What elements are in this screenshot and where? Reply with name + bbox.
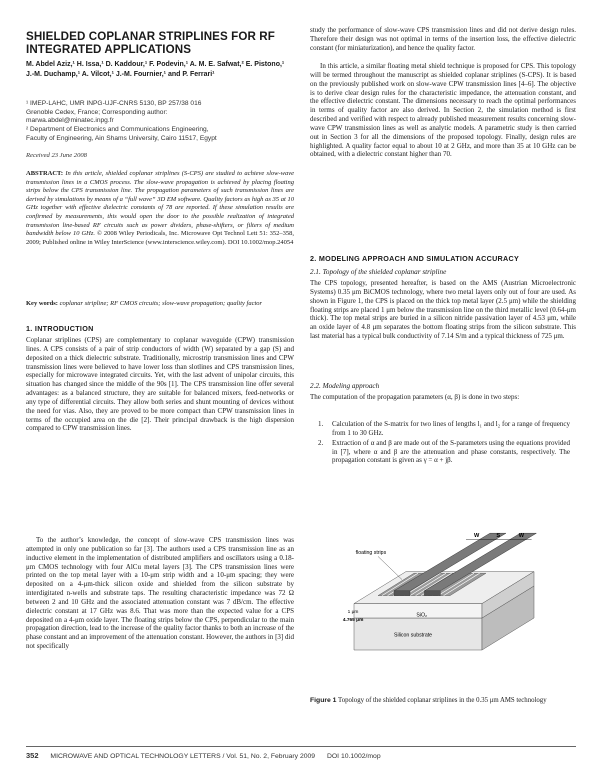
received-date: Received 23 June 2008 [26, 152, 87, 159]
abstract-publication-info: © 2008 Wiley Periodicals, Inc. Microwave Opt Technol Lett 51: 352–358, 2009; Published online in Wiley InterScience (www.interscience.wiley.com). DOI 10.1002/mop.24054 [26, 230, 294, 246]
intro-paragraph-2: To the author’s knowledge, the concept of slow-wave CPS transmission lines was attempted in only one publication so far [3]. The authors used a CPS transmission line as an inductive element in the implementation of distributed amplifiers and oscillators using a 0.18-μm CMOS technology with four AlCu metal layers [3]. The CPS transmission lines were printed on the top metal layer with a 10-μm strip width and a 10-μm spacing; they were deposited on a 4-μm-thick silicon oxide and shielded from the silicon substrate by interdigitated n-wells and substrate taps. The resulting characteristic impedance was 72 Ω between 2 and 10 GHz and the associated attenuation constant was 7 dB/cm. The effective dielectric constant at 17 GHz was 8.6. That was more than the expected value for a CPS deposited on a 4-μm oxide layer. The floating strips below the CPS, perpendicular to the main propagation direction, lead to the increase of the quality factor thanks to both an increase of the phase constant and an improvement of the attenuation constant. However, the authors in [3] did not specifically [26, 536, 294, 651]
topology-paragraph: The CPS topology, presented hereafter, is based on the AMS (Austrian Microelectronic Systems) 0.35 μm BiCMOS technology, where two metal layers only out of four are used. As shown in Figure 1, the CPS is placed on the thick top metal layer (2.5 μm) while the shielding floating strips are placed 1 μm below the transmission line on the third metallic level (0.64-μm thick). The top metal strips are buried in a silicon nitride passivation layer of 4.53 μm, while an oxide layer of 4.8 μm separates the bottom floating strips from the silicon substrate. This last material has a typical bulk conductivity of 7.14 S/m and a typical thickness of 725 μm. [310, 279, 576, 341]
affiliation-line: marwa.abdel@minatec.inpg.fr [26, 117, 114, 125]
page-footer [26, 746, 576, 760]
keywords [26, 300, 294, 309]
affiliation-line: Grenoble Cedex, France; Corresponding author: [26, 108, 168, 116]
label-floating-strips: floating strips [355, 550, 387, 556]
right-paragraph-1: study the performance of slow-wave CPS transmission lines and did not derive design rules. Therefore their design was not optimal in terms of the insertion loss, the effective dielectric constant (for miniaturization), and hence the quality factor. [310, 26, 576, 52]
right-paragraph-2: In this article, a similar floating metal shield technique is proposed for CPS. This topology will be termed throughout the manuscript as shielded coplanar striplines (S-CPS). It is based on the previously published work on slow-wave CPW transmission lines [4–6]. The objective is to derive clear design rules for the characteristic impedance, the attenuation constant, and the effective dielectric constant. The dimensions necessary to reach the optimal performances in terms of quality factor are also derived. In Section 2, the simulation method is first described and verified with respect to already published measurement results concerning slow-wave CPW transmission lines as well as analytic models. A parametric study is then carried out in Section 3 for all the dimensions of the proposed topology. Finally, design rules are highlighted. A quality factor equal to about 10 at 2 GHz, and more than 35 at 10 GHz can be obtained, with a dielectric constant higher than 70. [310, 62, 576, 159]
page-number: 352 [26, 751, 39, 760]
affiliation-line: ¹ IMEP-LAHC, UMR INPG-UJF-CNRS 5130, BP 257/38 016 [26, 100, 202, 107]
keywords-text: coplanar stripline; RF CMOS circuits; slow-wave propagation; quality factor [59, 300, 263, 307]
label-w2: W [518, 533, 525, 540]
intro-paragraph-1: Coplanar striplines (CPS) are complementary to coplanar waveguide (CPW) transmission lines. A CPS consists of a pair of strip conductors of width (W) separated by a gap (S) and deposited on a thick dielectric substrate. Traditionally, microstrip transmission lines and CPW transmission lines were believed to have lower loss than slotlines and CPS transmission lines, especially for microwave integrated circuits. Yet, with the last advent of unipolar circuits, this situation has changed since the middle of the 90s [1]. The CPS transmission line offer several advantages: as a balanced structure, they are suitable for balanced mixers, feed-networks or any type of differential circuits. They allow both series and shunt mounting of devices without the need for vias. Also, they are proved to be more compact than CPW transmission lines in terms of the occupied area on the die [2]. Their principal drawback is the high dispersion compared to CPW transmission lines. [26, 336, 294, 433]
list-item: 2. Extraction of α and β are made out of the S-parameters using the equations provided in [7], where α and β are the attenuation and phase constants, respectively. The propagation constant is given as γ = α + jβ. [318, 438, 570, 465]
modeling-approach-paragraph: The computation of the propagation parameters (α, β) is done in two steps: [310, 393, 520, 401]
subsection-heading-modeling-approach: 2.2. Modeling approach [310, 382, 380, 390]
figure-caption-text: Topology of the shielded coplanar striplines in the 0.35 μm AMS technology [338, 697, 547, 704]
journal-name: MICROWAVE AND OPTICAL TECHNOLOGY LETTERS / Vol. 51, No. 2, February 2009 [50, 753, 316, 760]
article-title: SHIELDED COPLANAR STRIPLINES FOR RF INTEGRATED APPLICATIONS [26, 30, 275, 56]
label-s: S [496, 533, 501, 540]
cps-strip-right-front [424, 591, 440, 596]
list-item: 1. Calculation of the S-matrix for two lines of lengths l₁ and l₂ for a range of frequency from 1 to 30 GHz. [318, 420, 570, 437]
affiliations [26, 100, 294, 144]
label-1um: 1 μm [347, 610, 359, 616]
keywords-label: Key words: [26, 300, 58, 307]
callout-line [378, 556, 402, 579]
figure-1-diagram [322, 530, 562, 690]
label-4765um: 4.765 μm [342, 618, 364, 624]
cps-strip-left-front [394, 591, 410, 596]
affiliation-line: Faculty of Engineering, Ain Shams University, Cairo 11517, Egypt [26, 134, 217, 142]
steps-list [318, 420, 570, 466]
section-heading-introduction: 1. INTRODUCTION [26, 324, 94, 333]
doi: DOI 10.1002/mop [326, 753, 381, 760]
figure-caption-label: Figure 1 [310, 697, 337, 704]
author-list: M. Abdel Aziz,¹ H. Issa,¹ D. Kaddour,¹ F. Podevin,¹ A. M. E. Safwat,² E. Pistono,¹ J.-M. Duchamp,¹ A. Vilcot,¹ J.-M. Fournier,¹ and P. Ferrari¹ [26, 61, 285, 78]
section-heading-modeling: 2. MODELING APPROACH AND SIMULATION ACCURACY [310, 254, 520, 263]
abstract-label: ABSTRACT: [26, 170, 64, 177]
label-silicon-substrate: Silicon substrate [394, 632, 433, 639]
subsection-heading-topology: 2.1. Topology of the shielded coplanar stripline [310, 268, 447, 276]
abstract [26, 170, 294, 247]
label-w1: W [474, 533, 480, 540]
label-sio2: SiO₂ [416, 612, 428, 619]
affiliation-line: ² Department of Electronics and Communications Engineering, [26, 126, 209, 134]
abstract-text: In this article, shielded coplanar striplines (S-CPS) are studied to achieve slow-wave transmission lines in a CMOS process. The slow-wave propagation is achieved by placing floating strips below the CPS transmission line. The propagation parameters of such transmission lines are derived by simulations by means of a “full wave” 3D EM software. Quality factors as high as 35 at 10 GHz together with effective dielectric constants of 78 are reported. If these simulation results are confirmed by measurements, this would open the door to the possible realization of integrated transmission line-based RF circuits such as power dividers, phase-shifters, or filters of medium bandwidth below 10 GHz. [26, 170, 294, 238]
figure-caption [310, 697, 576, 706]
